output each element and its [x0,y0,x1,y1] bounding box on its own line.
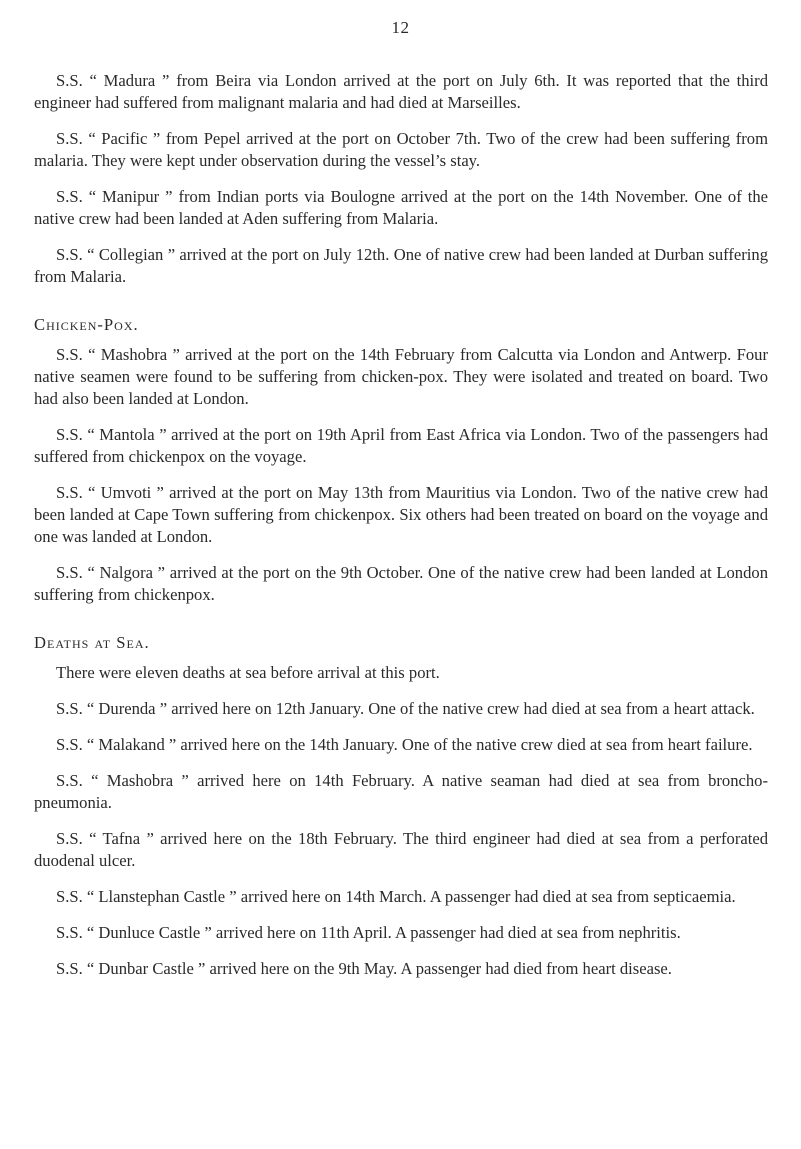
section-heading-chickenpox: Chicken-Pox. [34,315,139,334]
paragraph-pacific: S.S. “ Pacific ” from Pepel arrived at the port on October 7th. Two of the crew had been suffering from malaria. They were kept under observation during the vessel’s stay. [34,129,768,170]
page-number: 12 [391,18,410,37]
paragraph-mashobra-death: S.S. “ Mashobra ” arrived here on 14th February. A native seaman had died at sea from broncho-pneumonia. [34,771,768,812]
paragraph-deaths-summary: There were eleven deaths at sea before arrival at this port. [56,663,440,682]
paragraph-malakand: S.S. “ Malakand ” arrived here on the 14th January. One of the native crew died at sea from heart failure. [56,735,753,754]
paragraph-mantola: S.S. “ Mantola ” arrived at the port on 19th April from East Africa via London. Two of the passengers had suffered from chickenpox on the voyage. [34,425,768,466]
paragraph-tafna: S.S. “ Tafna ” arrived here on the 18th February. The third engineer had died at sea from a perforated duodenal ulcer. [34,829,768,870]
page-content [34,70,768,994]
paragraph-dunbar-castle: S.S. “ Dunbar Castle ” arrived here on the 9th May. A passenger had died from heart disease. [56,959,672,978]
deaths-at-sea-section [34,632,768,980]
chickenpox-section [34,314,768,606]
paragraph-durenda: S.S. “ Durenda ” arrived here on 12th January. One of the native crew had died at sea from a heart attack. [56,699,755,718]
paragraph-nalgora: S.S. “ Nalgora ” arrived at the port on the 9th October. One of the native crew had been landed at London suffering from chickenpox. [34,563,768,604]
paragraph-llanstephan-castle: S.S. “ Llanstephan Castle ” arrived here on 14th March. A passenger had died at sea from septicaemia. [56,887,736,906]
section-heading-deaths-at-sea: Deaths at Sea. [34,633,150,652]
paragraph-madura: S.S. “ Madura ” from Beira via London arrived at the port on July 6th. It was reported that the third engineer had suffered from malignant malaria and had died at Marseilles. [34,71,768,112]
malaria-section [34,70,768,288]
paragraph-dunluce-castle: S.S. “ Dunluce Castle ” arrived here on 11th April. A passenger had died at sea from nephritis. [56,923,681,942]
paragraph-manipur: S.S. “ Manipur ” from Indian ports via Boulogne arrived at the port on the 14th November. One of the native crew had been landed at Aden suffering from Malaria. [34,187,768,228]
paragraph-umvoti: S.S. “ Umvoti ” arrived at the port on May 13th from Mauritius via London. Two of the native crew had been landed at Cape Town suffering from chickenpox. Six others had been treated on board on the voyage and one was landed at London. [34,483,768,546]
paragraph-collegian: S.S. “ Collegian ” arrived at the port on July 12th. One of native crew had been landed at Durban suffering from Malaria. [34,245,768,286]
paragraph-mashobra-chickenpox: S.S. “ Mashobra ” arrived at the port on the 14th February from Calcutta via London and Antwerp. Four native seamen were found to be suffering from chicken-pox. They were isolated and treated on board. Two had also been landed at London. [34,345,768,408]
